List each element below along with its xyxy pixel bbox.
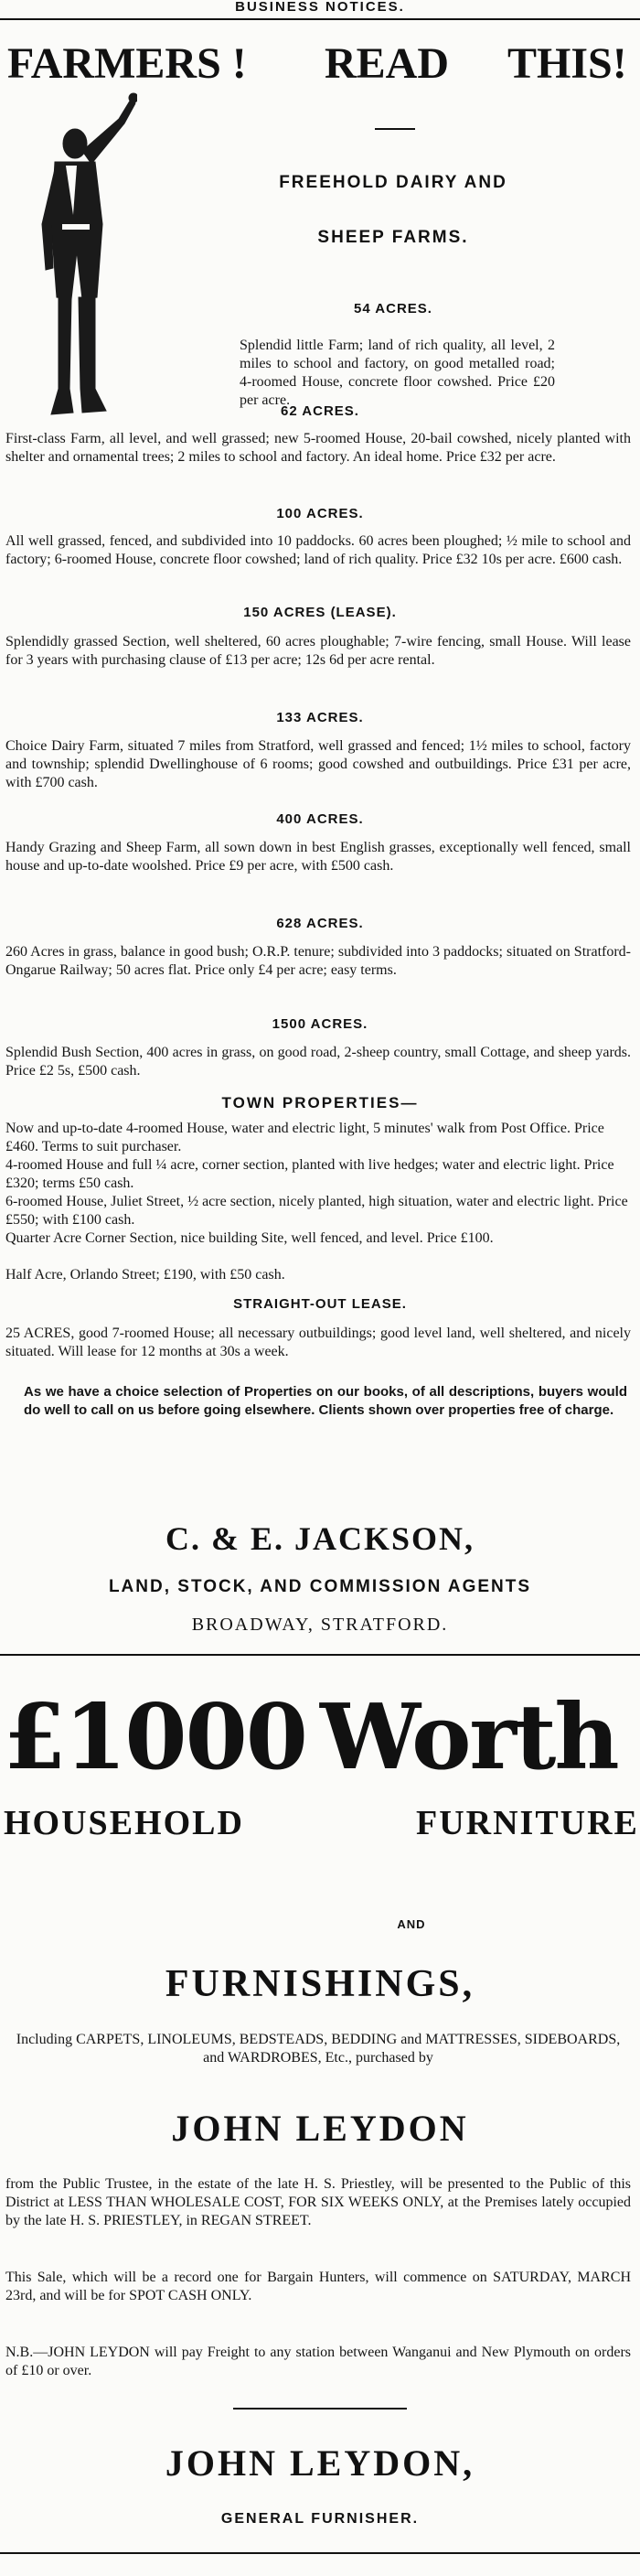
including-items: Including CARPETS, LINOLEUMS, BEDSTEADS, BEDDING and MATTRESSES, SIDEBOARDS, and WARDROBES, Etc., purchased by xyxy=(16,2032,621,2066)
big-amount: £1000 xyxy=(4,1685,306,1790)
signature-title: GENERAL FURNISHER. xyxy=(220,2511,420,2527)
listing-heading: 133 ACRES. xyxy=(276,710,364,725)
jackson-headline xyxy=(0,37,640,91)
sale-notice: This Sale, which will be a record one for Bargain Hunters, will commence on SATURDAY, MARCH 23rd, and will be for SPOT CASH ONLY. xyxy=(5,2270,631,2303)
town-property-item: Now and up-to-date 4-roomed House, water and electric light, 5 minutes' walk from Post Office. Price £460. Terms to suit purchaser. xyxy=(5,1121,604,1154)
furniture-word: FURNITURE xyxy=(416,1804,639,1842)
listing-heading: 100 ACRES. xyxy=(276,506,364,521)
subtitle-line-1: FREEHOLD DAIRY AND xyxy=(279,173,507,192)
pointing-man-illustration xyxy=(18,87,137,425)
furnishings-heading: FURNISHINGS, xyxy=(165,1963,475,2005)
leydon-big-headline xyxy=(0,1683,640,1793)
jackson-notice: As we have a choice selection of Properties on our books, of all descriptions, buyers would do well to call on us before going elsewhere. Clients shown over properties free of charge. xyxy=(24,1384,627,1418)
bottom-rule xyxy=(0,2552,640,2554)
listing-body: Splendidly grassed Section, well sheltered, 60 acres ploughable; 7-wire fencing, small House. Will lease for 3 years with purchasing clause of £13 per acre; 12s 6d per acre rental. xyxy=(5,634,631,668)
public-trustee-notice: from the Public Trustee, in the estate of the late H. S. Priestley, will be presented to the Public of this District at LESS THAN WHOLESALE COST, FOR SIX WEEKS ONLY, at the Premises lately occupied by the late H. S. PRIESTLEY, in REGAN STREET. xyxy=(5,2176,631,2228)
straight-out-lease-body: 25 ACRES, good 7-roomed House; all necessary outbuildings; good level land, well sheltered, and nicely situated. Will lease for 12 months at 30s a week. xyxy=(5,1326,631,1359)
listing-body: Handy Grazing and Sheep Farm, all sown down in best English grasses, exceptionally well fenced, small house and up-to-date woolshed. Price £9 per acre, with £500 cash. xyxy=(5,840,631,874)
firm-address: BROADWAY, STRATFORD. xyxy=(191,1615,449,1635)
listing-body: Splendid Bush Section, 400 acres in grass, on good road, 2-sheep country, small Cottage, and sheep yards. Price £2 5s, £500 cash. xyxy=(5,1045,631,1079)
listing-heading: 150 ACRES (LEASE). xyxy=(243,605,397,620)
big-word: Worth xyxy=(320,1685,618,1790)
section-header: BUSINESS NOTICES. xyxy=(235,0,405,15)
listing-body: Splendid little Farm; land of rich quality, all level, 2 miles to school and factory, on good metalled road; 4-roomed House, concrete floor cowshed. Price £20 per acre. xyxy=(240,338,555,408)
household-furniture-line xyxy=(0,1800,640,1846)
listing-heading: 62 ACRES. xyxy=(281,403,359,419)
merchant-name: JOHN LEYDON xyxy=(171,2108,469,2149)
listing-heading: 1500 ACRES. xyxy=(272,1016,368,1032)
straight-out-lease-heading: STRAIGHT-OUT LEASE. xyxy=(233,1296,407,1312)
firm-occupation: LAND, STOCK, AND COMMISSION AGENTS xyxy=(108,1577,532,1596)
ad-divider-rule xyxy=(0,1654,640,1656)
signature-name: JOHN LEYDON, xyxy=(165,2442,475,2484)
listing-body: 260 Acres in grass, balance in good bush; O.R.P. tenure; subdivided into 3 paddocks; situated on Stratford-Ongarue Railway; 50 acres flat. Price only £4 per acre; easy terms. xyxy=(5,944,631,978)
town-property-item: Half Acre, Orlando Street; £190, with £50 cash. xyxy=(5,1267,285,1283)
subtitle-line-2: SHEEP FARMS. xyxy=(317,228,469,247)
firm-name: C. & E. JACKSON, xyxy=(165,1520,475,1557)
listing-heading: 628 ACRES. xyxy=(276,916,364,931)
headline-read: READ xyxy=(325,39,450,88)
town-property-item: 6-roomed House, Juliet Street, ½ acre section, nicely planted, high situation, water and electric light. Price £550; with £100 cash. xyxy=(5,1194,628,1228)
signature-rule xyxy=(233,2408,407,2410)
and-word: AND xyxy=(397,1917,426,1931)
listing-body: All well grassed, fenced, and subdivided into 10 paddocks. 60 acres been ploughed; ½ mile to school and factory; 6-roomed House, concrete floor cowshed; land of rich quality. Price £32 10s per acre. £600 cash. xyxy=(5,533,631,567)
headline-this: THIS! xyxy=(507,39,627,88)
listing-body: Choice Dairy Farm, situated 7 miles from Stratford, well grassed and fenced; 1½ miles to school, factory and township; splendid Dwellinghouse of 6 rooms; good cowshed and outbuildings. Price £31 per acre, with £700 cash. xyxy=(5,738,631,790)
town-properties-heading: TOWN PROPERTIES— xyxy=(221,1094,419,1111)
listing-body: First-class Farm, all level, and well grassed; new 5-roomed House, 20-bail cowshed, nicely planted with shelter and ornamental trees; 2 miles to school and factory. An ideal home. Price £32 per acre. xyxy=(5,431,631,465)
freight-notice: N.B.—JOHN LEYDON will pay Freight to any station between Wanganui and New Plymouth on orders of £10 or over. xyxy=(5,2345,631,2378)
listing-heading: 54 ACRES. xyxy=(354,301,432,317)
headline-short-rule xyxy=(375,128,415,130)
town-property-item: 4-roomed House and full ¼ acre, corner section, planted with live hedges; water and electric light. Price £320; terms £50 cash. xyxy=(5,1157,614,1191)
listing-heading: 400 ACRES. xyxy=(276,811,364,827)
town-property-item: Quarter Acre Corner Section, nice building Site, well fenced, and level. Price £100. xyxy=(5,1230,494,1246)
top-rule xyxy=(0,18,640,20)
household-word: HOUSEHOLD xyxy=(4,1804,244,1842)
headline-farmers: FARMERS ! xyxy=(7,39,247,88)
